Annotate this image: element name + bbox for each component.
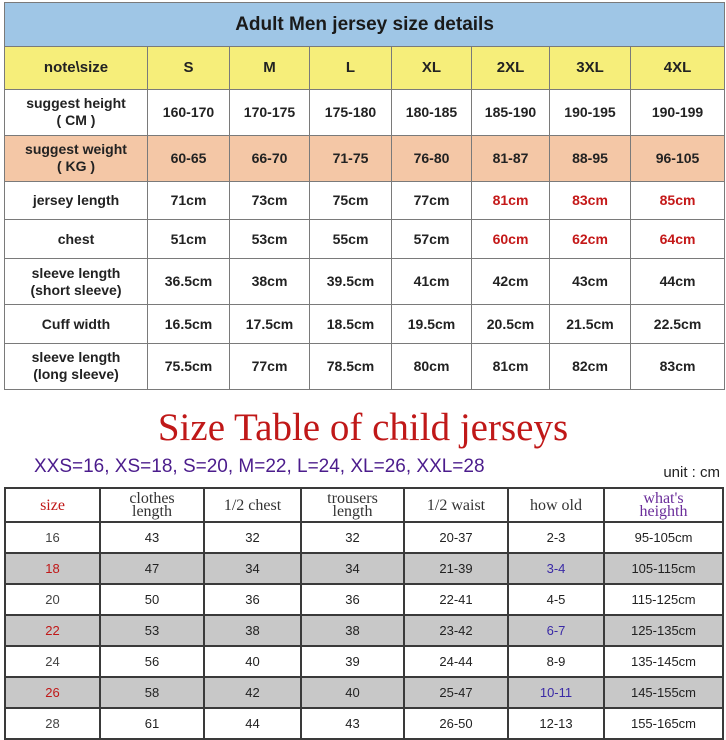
table-cell: 40 bbox=[301, 677, 404, 708]
table-cell: 32 bbox=[301, 522, 404, 553]
table-cell: 81cm bbox=[472, 343, 550, 389]
table-cell: 22.5cm bbox=[631, 305, 725, 344]
table-cell: 25-47 bbox=[404, 677, 508, 708]
table-row bbox=[5, 708, 723, 739]
table-row bbox=[5, 677, 723, 708]
table-cell: 180-185 bbox=[392, 89, 472, 135]
table-row bbox=[5, 135, 725, 181]
table-cell: 66-70 bbox=[230, 135, 310, 181]
table-cell: 160-170 bbox=[148, 89, 230, 135]
child-size-table bbox=[4, 487, 722, 731]
row-label-line2: (short sleeve) bbox=[30, 281, 122, 298]
table-cell: 20.5cm bbox=[472, 305, 550, 344]
table-row bbox=[5, 584, 723, 615]
table-row bbox=[5, 646, 723, 677]
header-half-waist: 1/2 waist bbox=[404, 488, 508, 522]
table-cell: 38cm bbox=[230, 259, 310, 305]
table-cell: 23-42 bbox=[404, 615, 508, 646]
table-cell: 55cm bbox=[310, 220, 392, 259]
table-row bbox=[5, 305, 725, 344]
row-label bbox=[5, 135, 148, 181]
table-cell: 3-4 bbox=[508, 553, 604, 584]
table-cell: 81cm bbox=[472, 181, 550, 220]
table-cell: 36 bbox=[301, 584, 404, 615]
table-cell: 115-125cm bbox=[604, 584, 723, 615]
table-cell: 56 bbox=[100, 646, 204, 677]
table-cell: 42cm bbox=[472, 259, 550, 305]
unit-label: unit : cm bbox=[663, 464, 720, 481]
table-cell: 19.5cm bbox=[392, 305, 472, 344]
adult-size-table bbox=[4, 2, 724, 390]
table-row bbox=[5, 259, 725, 305]
table-cell: 77cm bbox=[392, 181, 472, 220]
table-cell: 42 bbox=[204, 677, 301, 708]
table-cell: 2-3 bbox=[508, 522, 604, 553]
size-header-4xl: 4XL bbox=[631, 46, 725, 89]
table-cell: 43 bbox=[301, 708, 404, 739]
table-row bbox=[5, 522, 723, 553]
table-cell: 85cm bbox=[631, 181, 725, 220]
table-cell: 190-199 bbox=[631, 89, 725, 135]
table-cell: 50 bbox=[100, 584, 204, 615]
table-cell: 26-50 bbox=[404, 708, 508, 739]
table-cell: 73cm bbox=[230, 181, 310, 220]
table-cell: 38 bbox=[301, 615, 404, 646]
table-cell: 80cm bbox=[392, 343, 472, 389]
adult-table-title: Adult Men jersey size details bbox=[5, 3, 725, 47]
header-line: clothes bbox=[129, 490, 175, 507]
table-cell: 145-155cm bbox=[604, 677, 723, 708]
table-cell: 34 bbox=[204, 553, 301, 584]
table-cell: 190-195 bbox=[550, 89, 631, 135]
table-cell: 78.5cm bbox=[310, 343, 392, 389]
table-cell: 135-145cm bbox=[604, 646, 723, 677]
table-cell: 41cm bbox=[392, 259, 472, 305]
table-row bbox=[5, 220, 725, 259]
table-cell: 88-95 bbox=[550, 135, 631, 181]
table-cell: 53 bbox=[100, 615, 204, 646]
table-cell: 105-115cm bbox=[604, 553, 723, 584]
table-cell: 21-39 bbox=[404, 553, 508, 584]
row-label: jersey length bbox=[5, 181, 148, 220]
header-line: what's bbox=[643, 490, 684, 507]
header-height bbox=[604, 488, 723, 522]
table-cell: 82cm bbox=[550, 343, 631, 389]
header-size: size bbox=[5, 488, 100, 522]
table-cell: 47 bbox=[100, 553, 204, 584]
table-cell: 71cm bbox=[148, 181, 230, 220]
table-cell: 44cm bbox=[631, 259, 725, 305]
table-cell: 16.5cm bbox=[148, 305, 230, 344]
table-cell: 38 bbox=[204, 615, 301, 646]
table-cell: 83cm bbox=[631, 343, 725, 389]
table-cell: 36.5cm bbox=[148, 259, 230, 305]
row-label: Cuff width bbox=[5, 305, 148, 344]
table-row bbox=[5, 343, 725, 389]
adult-header-row bbox=[5, 46, 725, 89]
table-cell: 81-87 bbox=[472, 135, 550, 181]
header-trousers-length bbox=[301, 488, 404, 522]
note-size-header: note\size bbox=[5, 46, 148, 89]
size-header-s: S bbox=[148, 46, 230, 89]
table-cell: 39.5cm bbox=[310, 259, 392, 305]
table-cell: 8-9 bbox=[508, 646, 604, 677]
table-cell: 185-190 bbox=[472, 89, 550, 135]
table-cell: 53cm bbox=[230, 220, 310, 259]
table-cell: 26 bbox=[5, 677, 100, 708]
header-clothes-length bbox=[100, 488, 204, 522]
table-cell: 57cm bbox=[392, 220, 472, 259]
header-line: length bbox=[132, 503, 172, 520]
table-cell: 10-11 bbox=[508, 677, 604, 708]
row-label bbox=[5, 259, 148, 305]
table-cell: 75cm bbox=[310, 181, 392, 220]
row-label-line1: sleeve length bbox=[31, 264, 121, 281]
table-row bbox=[5, 615, 723, 646]
table-cell: 170-175 bbox=[230, 89, 310, 135]
row-label-line1: suggest height bbox=[26, 95, 126, 112]
table-cell: 155-165cm bbox=[604, 708, 723, 739]
table-cell: 20-37 bbox=[404, 522, 508, 553]
size-header-l: L bbox=[310, 46, 392, 89]
table-cell: 43 bbox=[100, 522, 204, 553]
table-cell: 64cm bbox=[631, 220, 725, 259]
table-cell: 32 bbox=[204, 522, 301, 553]
table-cell: 60cm bbox=[472, 220, 550, 259]
table-cell: 71-75 bbox=[310, 135, 392, 181]
table-cell: 175-180 bbox=[310, 89, 392, 135]
header-line: trousers bbox=[327, 490, 378, 507]
table-row bbox=[5, 553, 723, 584]
size-header-m: M bbox=[230, 46, 310, 89]
table-cell: 24 bbox=[5, 646, 100, 677]
table-cell: 95-105cm bbox=[604, 522, 723, 553]
size-header-xl: XL bbox=[392, 46, 472, 89]
table-cell: 34 bbox=[301, 553, 404, 584]
table-cell: 18 bbox=[5, 553, 100, 584]
row-label-line2: (long sleeve) bbox=[33, 366, 119, 383]
table-cell: 17.5cm bbox=[230, 305, 310, 344]
header-line: length bbox=[332, 503, 373, 520]
table-cell: 21.5cm bbox=[550, 305, 631, 344]
row-label: chest bbox=[5, 220, 148, 259]
table-cell: 96-105 bbox=[631, 135, 725, 181]
table-cell: 22-41 bbox=[404, 584, 508, 615]
table-row bbox=[5, 181, 725, 220]
table-cell: 77cm bbox=[230, 343, 310, 389]
table-cell: 22 bbox=[5, 615, 100, 646]
table-cell: 6-7 bbox=[508, 615, 604, 646]
child-header-row bbox=[5, 488, 723, 522]
table-cell: 83cm bbox=[550, 181, 631, 220]
table-cell: 43cm bbox=[550, 259, 631, 305]
header-half-chest: 1/2 chest bbox=[204, 488, 301, 522]
table-cell: 12-13 bbox=[508, 708, 604, 739]
header-how-old: how old bbox=[508, 488, 604, 522]
row-label-line1: suggest weight bbox=[25, 141, 127, 158]
table-cell: 58 bbox=[100, 677, 204, 708]
header-line: heighth bbox=[639, 503, 688, 520]
child-table-title: Size Table of child jerseys bbox=[157, 406, 569, 449]
table-cell: 75.5cm bbox=[148, 343, 230, 389]
row-label bbox=[5, 89, 148, 135]
row-label bbox=[5, 343, 148, 389]
table-cell: 18.5cm bbox=[310, 305, 392, 344]
table-cell: 39 bbox=[301, 646, 404, 677]
table-cell: 28 bbox=[5, 708, 100, 739]
table-cell: 60-65 bbox=[148, 135, 230, 181]
table-cell: 36 bbox=[204, 584, 301, 615]
table-cell: 4-5 bbox=[508, 584, 604, 615]
row-label-line1: sleeve length bbox=[31, 349, 121, 366]
table-cell: 62cm bbox=[550, 220, 631, 259]
row-label-line2: ( CM ) bbox=[56, 112, 96, 129]
table-cell: 24-44 bbox=[404, 646, 508, 677]
table-cell: 51cm bbox=[148, 220, 230, 259]
table-cell: 44 bbox=[204, 708, 301, 739]
child-size-mapping: XXS=16, XS=18, S=20, M=22, L=24, XL=26, XXL=28 bbox=[34, 456, 485, 477]
table-cell: 125-135cm bbox=[604, 615, 723, 646]
size-header-2xl: 2XL bbox=[472, 46, 550, 89]
table-cell: 16 bbox=[5, 522, 100, 553]
table-cell: 20 bbox=[5, 584, 100, 615]
table-row bbox=[5, 89, 725, 135]
table-cell: 40 bbox=[204, 646, 301, 677]
size-header-3xl: 3XL bbox=[550, 46, 631, 89]
table-cell: 61 bbox=[100, 708, 204, 739]
row-label-line2: ( KG ) bbox=[56, 158, 96, 175]
table-cell: 76-80 bbox=[392, 135, 472, 181]
